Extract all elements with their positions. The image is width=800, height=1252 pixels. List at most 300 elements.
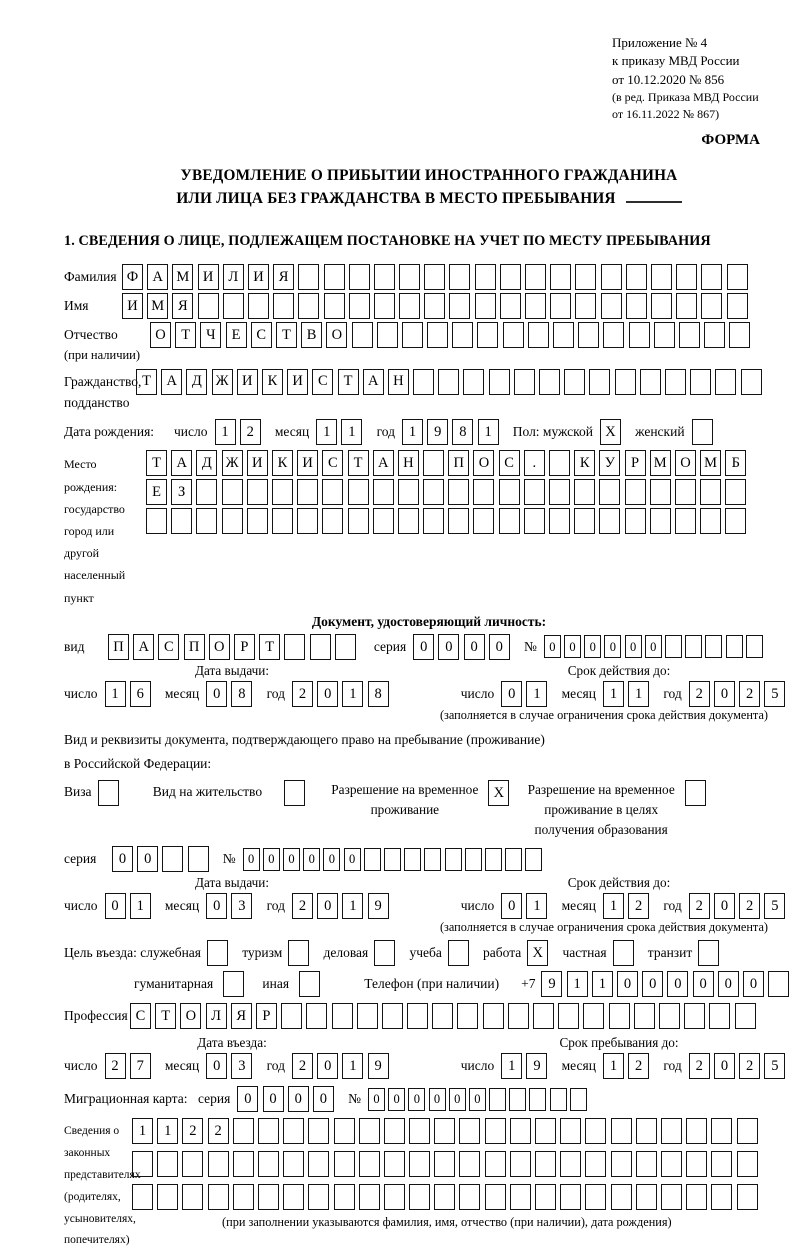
char-box[interactable] [558, 1003, 579, 1029]
char-box[interactable]: И [297, 450, 318, 476]
char-box[interactable]: О [473, 450, 494, 476]
char-box[interactable] [357, 1003, 378, 1029]
char-box[interactable] [332, 1003, 353, 1029]
char-box[interactable] [599, 508, 620, 534]
char-box[interactable]: 0 [429, 1088, 446, 1111]
char-box[interactable] [423, 508, 444, 534]
char-box[interactable] [465, 848, 482, 871]
char-box[interactable]: 0 [714, 1053, 735, 1079]
char-box[interactable] [686, 1184, 707, 1210]
char-box[interactable] [686, 1151, 707, 1177]
char-box[interactable] [659, 1003, 680, 1029]
char-box[interactable]: 2 [240, 419, 261, 445]
char-box[interactable] [248, 293, 269, 319]
char-box[interactable] [434, 1118, 455, 1144]
char-box[interactable] [322, 508, 343, 534]
char-box[interactable] [603, 322, 624, 348]
char-box[interactable]: 0 [617, 971, 638, 997]
char-box[interactable]: 0 [317, 893, 338, 919]
char-box[interactable] [424, 848, 441, 871]
char-box[interactable] [575, 293, 596, 319]
char-box[interactable]: Ж [222, 450, 243, 476]
char-box[interactable] [445, 848, 462, 871]
char-box[interactable] [725, 479, 746, 505]
char-box[interactable] [535, 1184, 556, 1210]
char-box[interactable] [223, 293, 244, 319]
char-box[interactable] [334, 1118, 355, 1144]
char-box[interactable] [272, 479, 293, 505]
char-box[interactable] [698, 940, 719, 966]
char-box[interactable] [514, 369, 535, 395]
char-box[interactable] [284, 634, 305, 660]
char-box[interactable] [434, 1184, 455, 1210]
char-box[interactable]: А [133, 634, 154, 660]
char-box[interactable] [729, 322, 750, 348]
char-box[interactable] [182, 1151, 203, 1177]
char-box[interactable] [685, 780, 706, 806]
char-box[interactable]: 2 [208, 1118, 229, 1144]
char-box[interactable]: С [499, 450, 520, 476]
char-box[interactable]: О [209, 634, 230, 660]
char-box[interactable]: О [150, 322, 171, 348]
char-box[interactable] [297, 479, 318, 505]
char-box[interactable]: 2 [628, 1053, 649, 1079]
char-box[interactable]: Р [256, 1003, 277, 1029]
char-box[interactable]: И [287, 369, 308, 395]
char-box[interactable]: 2 [689, 893, 710, 919]
char-box[interactable] [247, 508, 268, 534]
char-box[interactable] [726, 635, 743, 658]
char-box[interactable] [711, 1184, 732, 1210]
char-box[interactable] [157, 1184, 178, 1210]
char-box[interactable]: М [650, 450, 671, 476]
char-box[interactable] [528, 322, 549, 348]
char-box[interactable] [550, 264, 571, 290]
char-box[interactable] [384, 848, 401, 871]
char-box[interactable] [625, 508, 646, 534]
char-box[interactable] [489, 1088, 506, 1111]
char-box[interactable]: 0 [714, 681, 735, 707]
char-box[interactable] [434, 1151, 455, 1177]
char-box[interactable]: 5 [764, 681, 785, 707]
char-box[interactable] [233, 1184, 254, 1210]
char-box[interactable] [711, 1118, 732, 1144]
char-box[interactable]: 1 [603, 893, 624, 919]
char-box[interactable] [690, 369, 711, 395]
char-box[interactable]: Ч [200, 322, 221, 348]
char-box[interactable]: 0 [645, 635, 662, 658]
char-box[interactable] [432, 1003, 453, 1029]
char-box[interactable]: 0 [544, 635, 561, 658]
char-box[interactable] [258, 1184, 279, 1210]
char-box[interactable]: Н [388, 369, 409, 395]
char-box[interactable] [322, 479, 343, 505]
char-box[interactable] [570, 1088, 587, 1111]
char-box[interactable] [485, 848, 502, 871]
char-box[interactable] [132, 1151, 153, 1177]
char-box[interactable]: 0 [625, 635, 642, 658]
char-box[interactable]: 0 [237, 1086, 258, 1112]
char-box[interactable] [223, 971, 244, 997]
char-box[interactable] [359, 1118, 380, 1144]
char-box[interactable]: Т [175, 322, 196, 348]
char-box[interactable]: 1 [402, 419, 423, 445]
char-box[interactable] [398, 508, 419, 534]
char-box[interactable] [599, 479, 620, 505]
char-box[interactable] [601, 264, 622, 290]
char-box[interactable] [324, 264, 345, 290]
char-box[interactable]: 0 [667, 971, 688, 997]
char-box[interactable]: 2 [689, 1053, 710, 1079]
char-box[interactable] [727, 293, 748, 319]
char-box[interactable]: С [251, 322, 272, 348]
char-box[interactable] [510, 1184, 531, 1210]
char-box[interactable]: 0 [464, 634, 485, 660]
char-box[interactable]: 2 [292, 681, 313, 707]
char-box[interactable] [407, 1003, 428, 1029]
char-box[interactable] [676, 264, 697, 290]
char-box[interactable]: А [363, 369, 384, 395]
char-box[interactable] [679, 322, 700, 348]
char-box[interactable]: 6 [130, 681, 151, 707]
char-box[interactable]: М [147, 293, 168, 319]
char-box[interactable]: 8 [368, 681, 389, 707]
char-box[interactable] [665, 369, 686, 395]
char-box[interactable]: Н [398, 450, 419, 476]
char-box[interactable] [715, 369, 736, 395]
char-box[interactable] [550, 1088, 567, 1111]
char-box[interactable] [611, 1184, 632, 1210]
char-box[interactable]: К [262, 369, 283, 395]
char-box[interactable]: 2 [689, 681, 710, 707]
char-box[interactable]: 0 [283, 848, 300, 871]
char-box[interactable] [533, 1003, 554, 1029]
char-box[interactable]: В [301, 322, 322, 348]
char-box[interactable] [626, 264, 647, 290]
char-box[interactable] [651, 293, 672, 319]
char-box[interactable]: Я [231, 1003, 252, 1029]
char-box[interactable] [564, 369, 585, 395]
char-box[interactable] [459, 1151, 480, 1177]
char-box[interactable]: 3 [231, 893, 252, 919]
char-box[interactable]: X [527, 940, 548, 966]
char-box[interactable] [377, 322, 398, 348]
char-box[interactable] [585, 1118, 606, 1144]
char-box[interactable]: 9 [368, 893, 389, 919]
char-box[interactable] [359, 1184, 380, 1210]
char-box[interactable] [613, 940, 634, 966]
char-box[interactable]: X [488, 780, 509, 806]
char-box[interactable]: З [171, 479, 192, 505]
char-box[interactable] [508, 1003, 529, 1029]
char-box[interactable] [258, 1151, 279, 1177]
char-box[interactable]: 0 [413, 634, 434, 660]
char-box[interactable]: 2 [739, 893, 760, 919]
char-box[interactable] [505, 848, 522, 871]
char-box[interactable]: 2 [739, 1053, 760, 1079]
char-box[interactable]: С [130, 1003, 151, 1029]
char-box[interactable] [549, 479, 570, 505]
char-box[interactable]: 0 [642, 971, 663, 997]
char-box[interactable] [768, 971, 789, 997]
char-box[interactable]: 2 [182, 1118, 203, 1144]
char-box[interactable] [735, 1003, 756, 1029]
char-box[interactable] [746, 635, 763, 658]
char-box[interactable] [427, 322, 448, 348]
char-box[interactable] [485, 1151, 506, 1177]
char-box[interactable] [704, 322, 725, 348]
char-box[interactable] [281, 1003, 302, 1029]
char-box[interactable] [473, 479, 494, 505]
char-box[interactable]: О [326, 322, 347, 348]
char-box[interactable]: 0 [112, 846, 133, 872]
char-box[interactable] [359, 1151, 380, 1177]
char-box[interactable] [382, 1003, 403, 1029]
char-box[interactable] [208, 1184, 229, 1210]
char-box[interactable]: 0 [313, 1086, 334, 1112]
char-box[interactable]: 7 [130, 1053, 151, 1079]
char-box[interactable] [207, 940, 228, 966]
char-box[interactable]: 1 [603, 1053, 624, 1079]
char-box[interactable]: 0 [388, 1088, 405, 1111]
char-box[interactable] [741, 369, 762, 395]
char-box[interactable] [384, 1118, 405, 1144]
char-box[interactable]: А [147, 264, 168, 290]
char-box[interactable] [132, 1184, 153, 1210]
char-box[interactable] [611, 1118, 632, 1144]
char-box[interactable]: X [600, 419, 621, 445]
char-box[interactable]: 0 [288, 1086, 309, 1112]
char-box[interactable] [692, 419, 713, 445]
char-box[interactable]: 0 [243, 848, 260, 871]
char-box[interactable]: Т [276, 322, 297, 348]
char-box[interactable] [273, 293, 294, 319]
char-box[interactable] [629, 322, 650, 348]
char-box[interactable] [574, 508, 595, 534]
char-box[interactable] [709, 1003, 730, 1029]
char-box[interactable] [685, 635, 702, 658]
char-box[interactable] [399, 293, 420, 319]
char-box[interactable]: 0 [501, 681, 522, 707]
char-box[interactable] [525, 264, 546, 290]
char-box[interactable] [549, 450, 570, 476]
char-box[interactable] [535, 1151, 556, 1177]
char-box[interactable] [485, 1184, 506, 1210]
char-box[interactable] [601, 293, 622, 319]
char-box[interactable]: Д [186, 369, 207, 395]
char-box[interactable] [98, 780, 119, 806]
char-box[interactable] [188, 846, 209, 872]
char-box[interactable] [615, 369, 636, 395]
char-box[interactable]: 1 [592, 971, 613, 997]
char-box[interactable]: 0 [317, 1053, 338, 1079]
char-box[interactable]: 5 [764, 1053, 785, 1079]
char-box[interactable] [636, 1184, 657, 1210]
char-box[interactable] [550, 293, 571, 319]
char-box[interactable] [575, 264, 596, 290]
char-box[interactable] [373, 508, 394, 534]
char-box[interactable] [306, 1003, 327, 1029]
char-box[interactable]: 0 [105, 893, 126, 919]
char-box[interactable]: 3 [231, 1053, 252, 1079]
char-box[interactable]: Я [273, 264, 294, 290]
char-box[interactable]: О [675, 450, 696, 476]
char-box[interactable] [665, 635, 682, 658]
char-box[interactable]: Т [136, 369, 157, 395]
char-box[interactable] [463, 369, 484, 395]
char-box[interactable]: Ж [212, 369, 233, 395]
char-box[interactable]: 1 [341, 419, 362, 445]
char-box[interactable] [475, 293, 496, 319]
char-box[interactable]: 0 [368, 1088, 385, 1111]
char-box[interactable]: 0 [263, 1086, 284, 1112]
char-box[interactable]: 9 [368, 1053, 389, 1079]
char-box[interactable]: Я [172, 293, 193, 319]
char-box[interactable] [352, 322, 373, 348]
char-box[interactable] [578, 322, 599, 348]
char-box[interactable]: 1 [342, 1053, 363, 1079]
char-box[interactable] [288, 940, 309, 966]
char-box[interactable]: Д [196, 450, 217, 476]
char-box[interactable]: И [237, 369, 258, 395]
char-box[interactable] [308, 1118, 329, 1144]
char-box[interactable]: Т [146, 450, 167, 476]
char-box[interactable] [409, 1184, 430, 1210]
char-box[interactable]: Е [146, 479, 167, 505]
char-box[interactable]: 9 [526, 1053, 547, 1079]
char-box[interactable]: П [108, 634, 129, 660]
char-box[interactable]: 0 [263, 848, 280, 871]
char-box[interactable]: И [247, 450, 268, 476]
char-box[interactable] [399, 264, 420, 290]
char-box[interactable]: П [448, 450, 469, 476]
char-box[interactable] [529, 1088, 546, 1111]
char-box[interactable]: 1 [132, 1118, 153, 1144]
char-box[interactable] [525, 293, 546, 319]
char-box[interactable]: 0 [584, 635, 601, 658]
char-box[interactable] [448, 479, 469, 505]
char-box[interactable]: 1 [105, 681, 126, 707]
char-box[interactable] [459, 1118, 480, 1144]
char-box[interactable] [489, 369, 510, 395]
char-box[interactable] [585, 1184, 606, 1210]
char-box[interactable] [585, 1151, 606, 1177]
char-box[interactable]: 1 [526, 681, 547, 707]
char-box[interactable] [283, 1118, 304, 1144]
char-box[interactable] [424, 293, 445, 319]
char-box[interactable]: Ф [122, 264, 143, 290]
char-box[interactable] [675, 479, 696, 505]
char-box[interactable] [524, 479, 545, 505]
char-box[interactable]: 1 [567, 971, 588, 997]
char-box[interactable]: 0 [303, 848, 320, 871]
char-box[interactable]: 2 [739, 681, 760, 707]
char-box[interactable]: 1 [526, 893, 547, 919]
char-box[interactable]: 0 [317, 681, 338, 707]
char-box[interactable]: С [322, 450, 343, 476]
char-box[interactable] [661, 1118, 682, 1144]
char-box[interactable]: И [198, 264, 219, 290]
char-box[interactable]: И [248, 264, 269, 290]
char-box[interactable] [477, 322, 498, 348]
char-box[interactable]: 0 [137, 846, 158, 872]
char-box[interactable] [524, 508, 545, 534]
char-box[interactable]: 8 [452, 419, 473, 445]
char-box[interactable] [449, 264, 470, 290]
char-box[interactable] [284, 780, 305, 806]
char-box[interactable] [583, 1003, 604, 1029]
char-box[interactable] [650, 479, 671, 505]
char-box[interactable] [324, 293, 345, 319]
char-box[interactable] [334, 1151, 355, 1177]
char-box[interactable] [208, 1151, 229, 1177]
char-box[interactable] [423, 450, 444, 476]
char-box[interactable] [661, 1151, 682, 1177]
char-box[interactable] [283, 1184, 304, 1210]
char-box[interactable] [636, 1118, 657, 1144]
char-box[interactable] [196, 479, 217, 505]
char-box[interactable] [725, 508, 746, 534]
char-box[interactable] [560, 1151, 581, 1177]
char-box[interactable]: Л [223, 264, 244, 290]
char-box[interactable]: М [700, 450, 721, 476]
char-box[interactable]: 2 [292, 893, 313, 919]
char-box[interactable]: 9 [541, 971, 562, 997]
char-box[interactable] [475, 264, 496, 290]
char-box[interactable] [503, 322, 524, 348]
char-box[interactable]: 2 [105, 1053, 126, 1079]
char-box[interactable] [335, 634, 356, 660]
char-box[interactable] [676, 293, 697, 319]
char-box[interactable] [485, 1118, 506, 1144]
char-box[interactable] [423, 479, 444, 505]
char-box[interactable] [182, 1184, 203, 1210]
char-box[interactable]: 1 [157, 1118, 178, 1144]
char-box[interactable] [574, 479, 595, 505]
char-box[interactable]: 0 [449, 1088, 466, 1111]
char-box[interactable]: 0 [693, 971, 714, 997]
char-box[interactable] [500, 264, 521, 290]
char-box[interactable]: 0 [344, 848, 361, 871]
char-box[interactable] [409, 1151, 430, 1177]
char-box[interactable]: 2 [292, 1053, 313, 1079]
char-box[interactable] [222, 508, 243, 534]
char-box[interactable] [457, 1003, 478, 1029]
char-box[interactable]: 0 [743, 971, 764, 997]
char-box[interactable] [483, 1003, 504, 1029]
char-box[interactable] [705, 635, 722, 658]
char-box[interactable] [398, 479, 419, 505]
char-box[interactable] [711, 1151, 732, 1177]
char-box[interactable] [452, 322, 473, 348]
char-box[interactable] [413, 369, 434, 395]
char-box[interactable]: 0 [438, 634, 459, 660]
char-box[interactable]: 0 [206, 893, 227, 919]
char-box[interactable]: М [172, 264, 193, 290]
char-box[interactable]: П [184, 634, 205, 660]
char-box[interactable]: 0 [501, 893, 522, 919]
char-box[interactable] [146, 508, 167, 534]
char-box[interactable]: 2 [628, 893, 649, 919]
char-box[interactable] [308, 1184, 329, 1210]
char-box[interactable]: 8 [231, 681, 252, 707]
char-box[interactable]: Т [155, 1003, 176, 1029]
char-box[interactable]: 0 [564, 635, 581, 658]
char-box[interactable] [737, 1184, 758, 1210]
char-box[interactable] [525, 848, 542, 871]
char-box[interactable] [222, 479, 243, 505]
char-box[interactable] [626, 293, 647, 319]
